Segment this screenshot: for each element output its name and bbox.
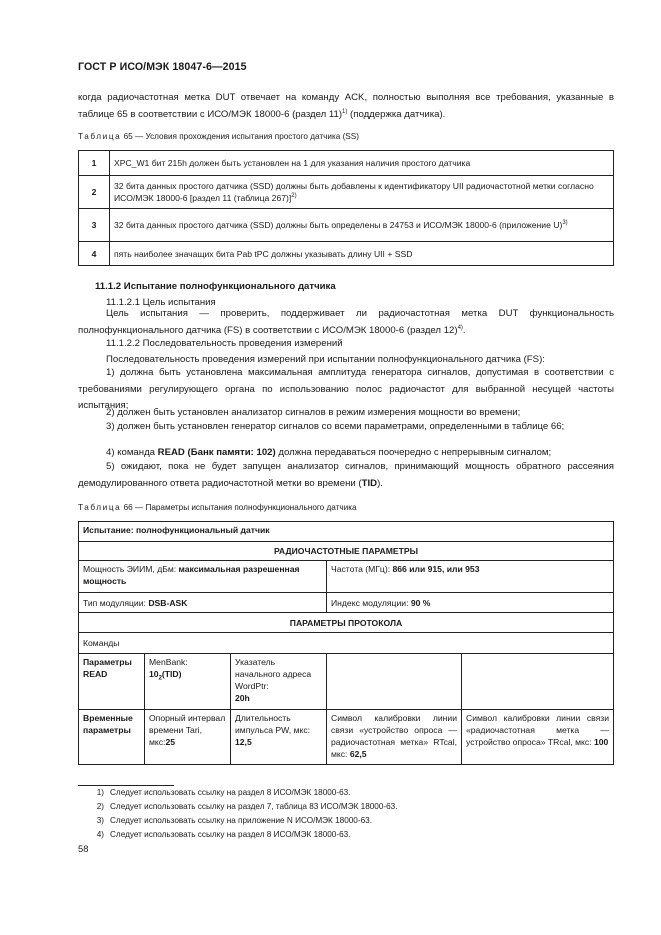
table-65 — [78, 150, 614, 266]
table-row: Мощность ЭИИМ, дБм: максимальная разрешенная мощность Частота (МГц): 866 или 915, или 953 — [79, 561, 614, 593]
table-row: Временные параметры Опорный интервал времени Tari, мкс:25 Длительность импульса PW, мкс: 12,5 Символ калибровки линии связи «устройство опроса — радиочастотная метка» RTcal, мкс: 62,5 Символ калибровки линии связи «радиочастотная метка — устройство опроса» TRcal, мкс: 100 — [79, 710, 614, 765]
footnote-divider — [78, 785, 174, 786]
table-row: Параметры READ MenBank: $10_2(TID)$ Указатель начального адреса WordPtr: 20h — [79, 654, 614, 710]
footnote: 3) Следует использовать ссылку на приложение N ИСО/МЭК 18000-63. — [96, 816, 372, 825]
intro-paragraph: когда радиочастотная метка DUT отвечает на команду ACK, полностью выполняя все требования, указанные в таблице 65 в соответствии с ИСО/МЭК 18000-6 (раздел 11)$^{1)}$ (поддержка датчика). — [78, 92, 614, 120]
page-number: 58 — [78, 843, 89, 854]
subsection-goal-heading: 11.1.2.1 Цель испытания — [106, 297, 216, 308]
table-row: 4 пять наиболее значащих бита Pab tPC должны указывать длину UII + SSD — [79, 242, 614, 266]
table-row: 1 XPC_W1 бит 215h должен быть установлен на 1 для указания наличия простого датчика — [79, 151, 614, 176]
sequence-item-3: 3) должен быть установлен генератор сигналов со всеми параметрами, определенными в таблице 66; — [106, 421, 565, 432]
table-row: Испытание: полнофункциональный датчик — [79, 522, 614, 542]
table-row: Команды — [79, 633, 614, 654]
section-heading: 11.1.2 Испытание полнофункционального датчика — [95, 281, 336, 292]
goal-paragraph: Цель испытания — проверить, поддерживает ли радиочастотная метка DUT функциональность полнофункционального датчика (FS) в соответствии с ИСО/МЭК 18000-6 (раздел 12)$^{4)}$. — [78, 308, 614, 336]
table-row: РАДИОЧАСТОТНЫЕ ПАРАМЕТРЫ — [79, 542, 614, 561]
sequence-item-5: 5) ожидают, пока не будет запущен анализатор сигналов, принимающий мощность обратного рассеяния демодулированного ответа радиочастотной метки во времени (TID). — [78, 461, 614, 489]
table65-caption: Таблица 65 — Условия прохождения испытания простого датчика (SS) — [78, 132, 359, 141]
footnote: 4) Следует использовать ссылку на раздел 8 ИСО/МЭК 18000-63. — [96, 830, 351, 839]
sequence-intro: Последовательность проведения измерений при испытании полнофункционального датчика (FS): — [106, 354, 545, 365]
footnote: 1) Следует использовать ссылку на раздел 8 ИСО/МЭК 18000-63. — [96, 788, 351, 797]
sequence-item-4: 4) команда READ (Банк памяти: 102) должна передаваться поочередно с непрерывным сигналом; — [106, 447, 552, 458]
table-row: Тип модуляции: DSB-ASK Индекс модуляции: 90 % — [79, 593, 614, 613]
table-row: 2 32 бита данных простого датчика (SSD) должны быть добавлены к идентификатору UII радиочастотной метки согласно ИСО/МЭК 18000-6 [раздел 11 (таблица 267)]$^{2)}$ — [79, 176, 614, 209]
sequence-item-1: 1) должна быть установлена максимальная амплитуда генератора сигналов, допустимая в соответствии с требованиями регулирующего органа по использованию полос радиочастот для выбранной несущей частоты испытания; — [78, 367, 614, 412]
table66-caption: Таблица 66 — Параметры испытания полнофункционального датчика — [78, 503, 357, 512]
subsection-sequence-heading: 11.1.2.2 Последовательность проведения измерений — [106, 338, 343, 349]
table-66 — [78, 521, 614, 765]
table-row: 3 32 бита данных простого датчика (SSD) должны быть определены в 24753 и ИСО/МЭК 18000-6 (приложение U)$^{3)}$ — [79, 209, 614, 242]
document-header: ГОСТ Р ИСО/МЭК 18047-6—2015 — [78, 61, 247, 73]
sequence-item-2: 2) должен быть установлен анализатор сигналов в режим измерения мощности во времени; — [106, 407, 521, 418]
footnote: 2) Следует использовать ссылку на раздел 7, таблица 83 ИСО/МЭК 18000-63. — [96, 802, 398, 811]
table-row: ПАРАМЕТРЫ ПРОТОКОЛА — [79, 613, 614, 633]
